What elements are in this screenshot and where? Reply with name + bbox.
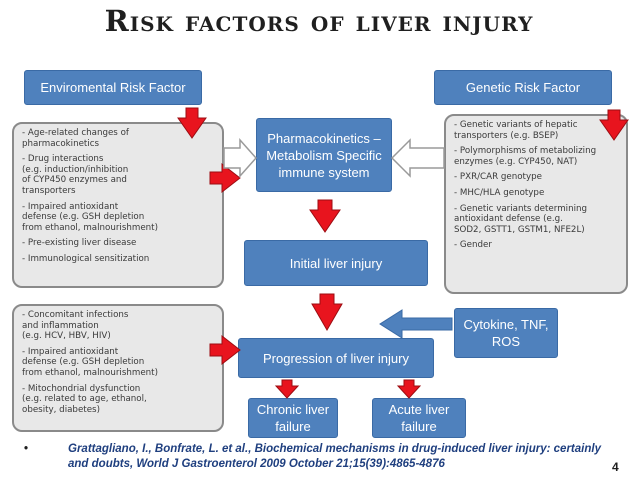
red-down-arrow-icon [178, 108, 206, 138]
blue-left-arrow-icon [380, 310, 452, 338]
red-right-arrow-icon [210, 336, 240, 364]
red-down-arrow-icon [312, 294, 342, 330]
citation-text: Grattagliano, I., Bonfrate, L. et al., Biochemical mechanisms in drug-induced liver injury: certainly and doubts, World J Gastroenterol 2009 October 21;15(39):4865-4876 [68, 443, 601, 470]
list-item: - Genetic variants of hepatic transporters (e.g. BSEP) [454, 120, 618, 141]
list-item: - Polymorphisms of metabolizing enzymes (e.g. CYP450, NAT) [454, 146, 618, 167]
cytokine-box: Cytokine, TNF, ROS [454, 308, 558, 358]
red-down-arrow-icon [310, 200, 340, 232]
chronic-liver-failure-box: Chronic liver failure [248, 398, 338, 438]
red-down-arrow-icon [600, 110, 628, 140]
list-item: - Pre-existing liver disease [22, 238, 214, 249]
acute-liver-failure-box: Acute liver failure [372, 398, 466, 438]
list-item: - PXR/CAR genotype [454, 172, 618, 183]
page-number: 4 [612, 460, 619, 474]
environmental-risk-factor-box: Enviromental Risk Factor [24, 70, 202, 105]
list-item: - Impaired antioxidant defense (e.g. GSH depletion from ethanol, malnourishment) [22, 202, 214, 234]
red-down-arrow-icon [398, 380, 420, 398]
list-item: - Genetic variants determining antioxidant defense (e.g. SOD2, GSTT1, GSTM1, NFE2L) [454, 204, 618, 236]
list-item: - Immunological sensitization [22, 254, 214, 265]
list-item: - Concomitant infections and inflammation (e.g. HCV, HBV, HIV) [22, 310, 214, 342]
list-item: - Drug interactions (e.g. induction/inhibition of CYP450 enzymes and transporters [22, 154, 214, 196]
genetic-risk-factor-box: Genetic Risk Factor [434, 70, 612, 105]
list-item: - MHC/HLA genotype [454, 188, 618, 199]
pharmacokinetics-box: Pharmacokinetics – Metabolism Specific immune system [256, 118, 392, 192]
list-item: - Gender [454, 240, 618, 251]
slide-title: Risk factors of liver injury [104, 4, 534, 38]
red-down-arrow-icon [276, 380, 298, 398]
gray-left-arrow-icon [392, 140, 444, 176]
list-item: - Mitochondrial dysfunction (e.g. related to age, ethanol, obesity, diabetes) [22, 384, 214, 416]
bullet-icon: • [24, 443, 29, 455]
list-item: - Impaired antioxidant defense (e.g. GSH depletion from ethanol, malnourishment) [22, 347, 214, 379]
initial-liver-injury-box: Initial liver injury [244, 240, 428, 286]
list-item: - Age-related changes of pharmacokinetics [22, 128, 214, 149]
progression-liver-injury-box: Progression of liver injury [238, 338, 434, 378]
citation-footnote [24, 442, 604, 472]
